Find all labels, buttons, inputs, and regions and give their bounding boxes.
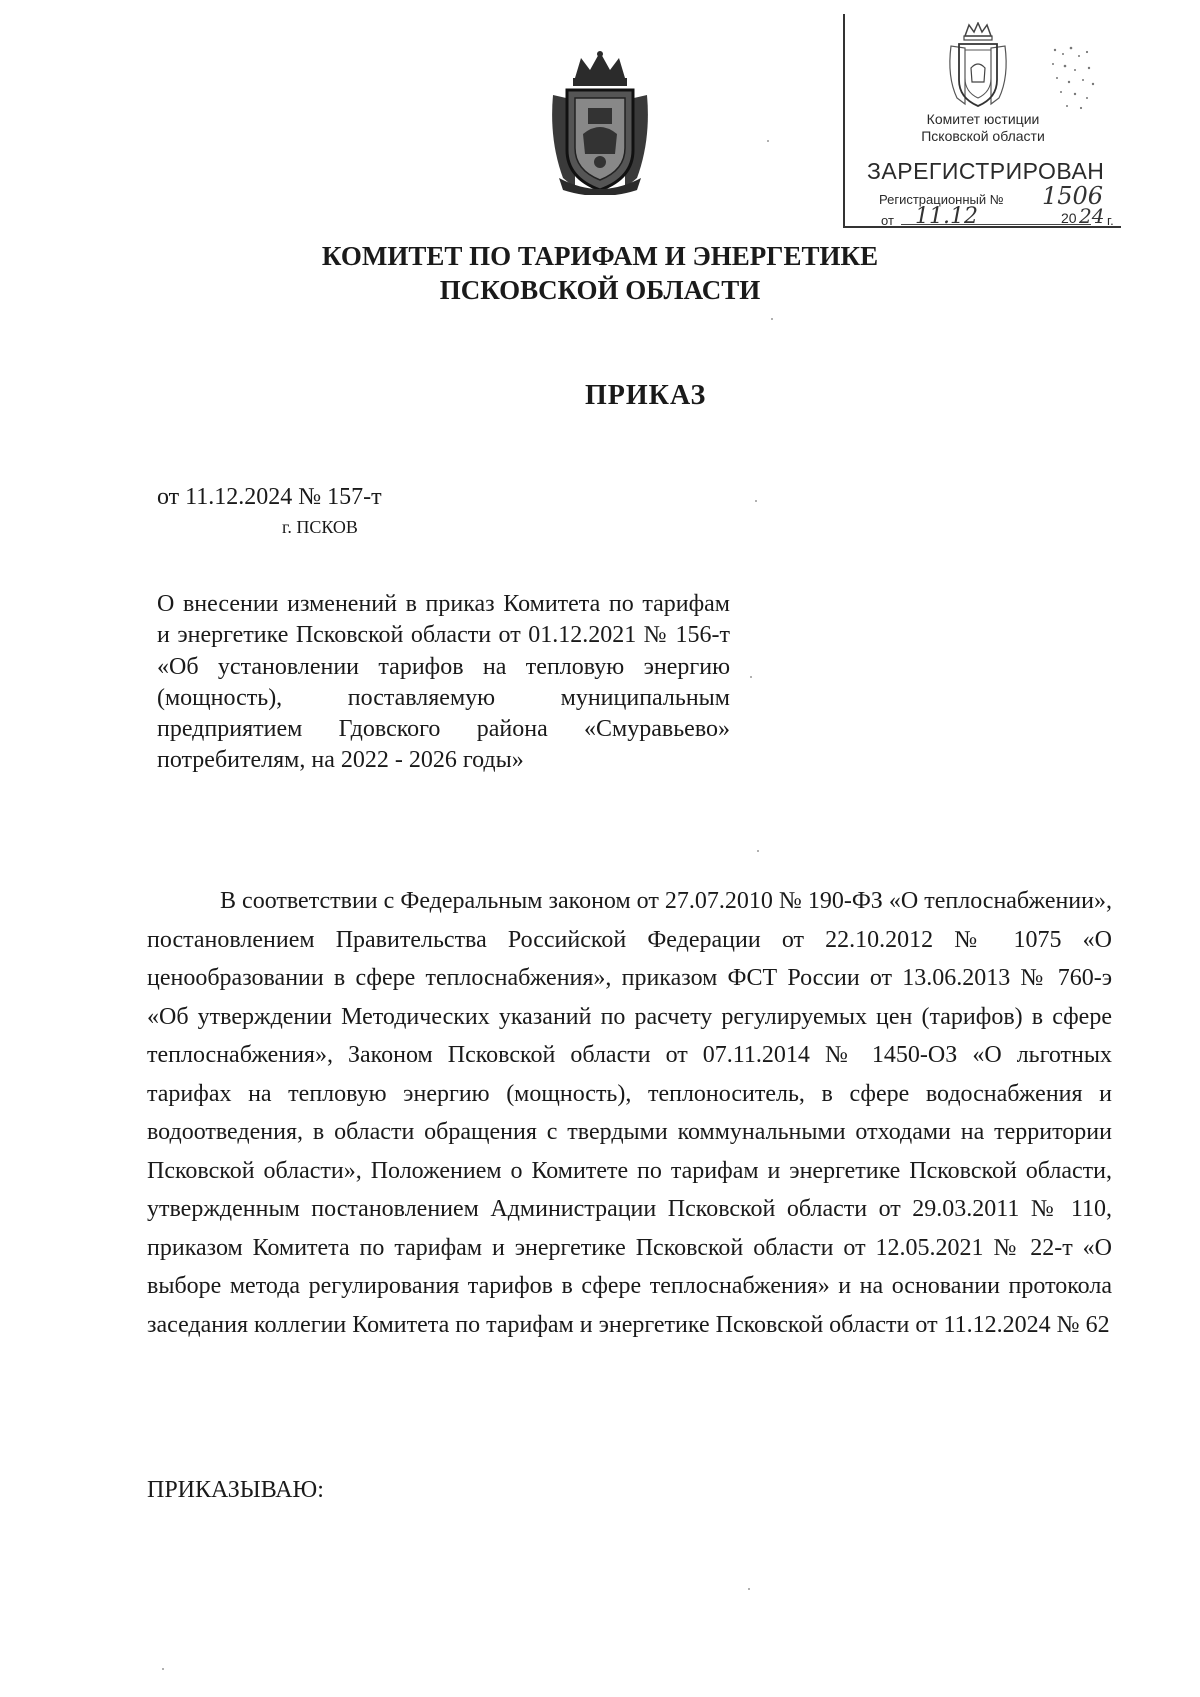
scan-speck	[767, 140, 769, 142]
stamp-year-prefix: 20	[1061, 210, 1077, 226]
stamp-org-line1: Комитет юстиции	[926, 111, 1040, 127]
stamp-date-prefix: от	[881, 213, 894, 228]
document-type: ПРИКАЗ	[585, 380, 707, 411]
document-city: г. ПСКОВ	[282, 517, 358, 537]
document-body: В соответствии с Федеральным законом от 27.07.2010 № 190-ФЗ «О теплоснабжении», постановлением Правительства Российской Федерации от 22.10.2012 № 1075 «О ценообразовании в сфере теплоснабжения», приказом ФСТ России от 13.06.2013 № 760-э «Об утверждении Методических указаний по расчету регулируемых цен (тарифов) в сфере теплоснабжения», Законом Псковской области от 07.11.2014 № 1450-ОЗ «О льготных тарифах на тепловую энергию (мощность), теплоноситель, в сфере водоснабжения и водоотведения, в области обращения с твердыми коммунальными отходами на территории Псковской области», Положением о Комитете по тарифам и энергетике Псковской области, утвержденным постановлением Администрации Псковской области от 29.03.2011 № 110, приказом Комитета по тарифам и энергетике Псковской области от 12.05.2021 № 22-т «О выборе метода регулирования тарифов в сфере теплоснабжения» и на основании протокола заседания коллегии Комитета по тарифам и энергетике Псковской области от 11.12.2024 № 62	[147, 888, 1112, 1338]
document-closing: ПРИКАЗЫВАЮ:	[147, 1477, 324, 1503]
scan-speck	[757, 850, 759, 852]
stamp-seal-mark	[1045, 44, 1105, 114]
stamp-year-suffix: г.	[1107, 213, 1114, 228]
stamp-number-label: Регистрационный №	[879, 192, 1004, 207]
document-number: от 11.12.2024 № 157-т	[157, 484, 382, 510]
scan-speck	[748, 1588, 750, 1590]
scan-speck	[755, 500, 757, 502]
stamp-year-value: 24	[1079, 204, 1105, 228]
stamp-status: ЗАРЕГИСТРИРОВАН	[867, 158, 1105, 184]
scan-speck	[771, 318, 773, 320]
scan-speck	[162, 1668, 164, 1670]
stamp-org-line2: Псковской области	[921, 128, 1045, 144]
org-title-line1: КОМИТЕТ ПО ТАРИФАМ И ЭНЕРГЕТИКЕ	[321, 241, 879, 271]
org-title-line2: ПСКОВСКОЙ ОБЛАСТИ	[439, 275, 761, 305]
registration-stamp	[843, 14, 1121, 228]
stamp-number-value: 1506	[1042, 182, 1104, 210]
stamp-date-value: 11.12	[915, 204, 978, 229]
scan-speck	[750, 676, 752, 678]
coat-of-arms-icon	[545, 50, 655, 195]
document-subject: О внесении изменений в приказ Комитета по тарифам и энергетике Псковской области от 01.12.2021 № 156-т «Об установлении тарифов на тепловую энергию (мощность), поставляемую муниципальным предприятием Гдовского района «Смуравьево» потребителям, на 2022 - 2026 годы»	[157, 591, 730, 774]
stamp-coat-of-arms-icon	[945, 22, 1011, 110]
